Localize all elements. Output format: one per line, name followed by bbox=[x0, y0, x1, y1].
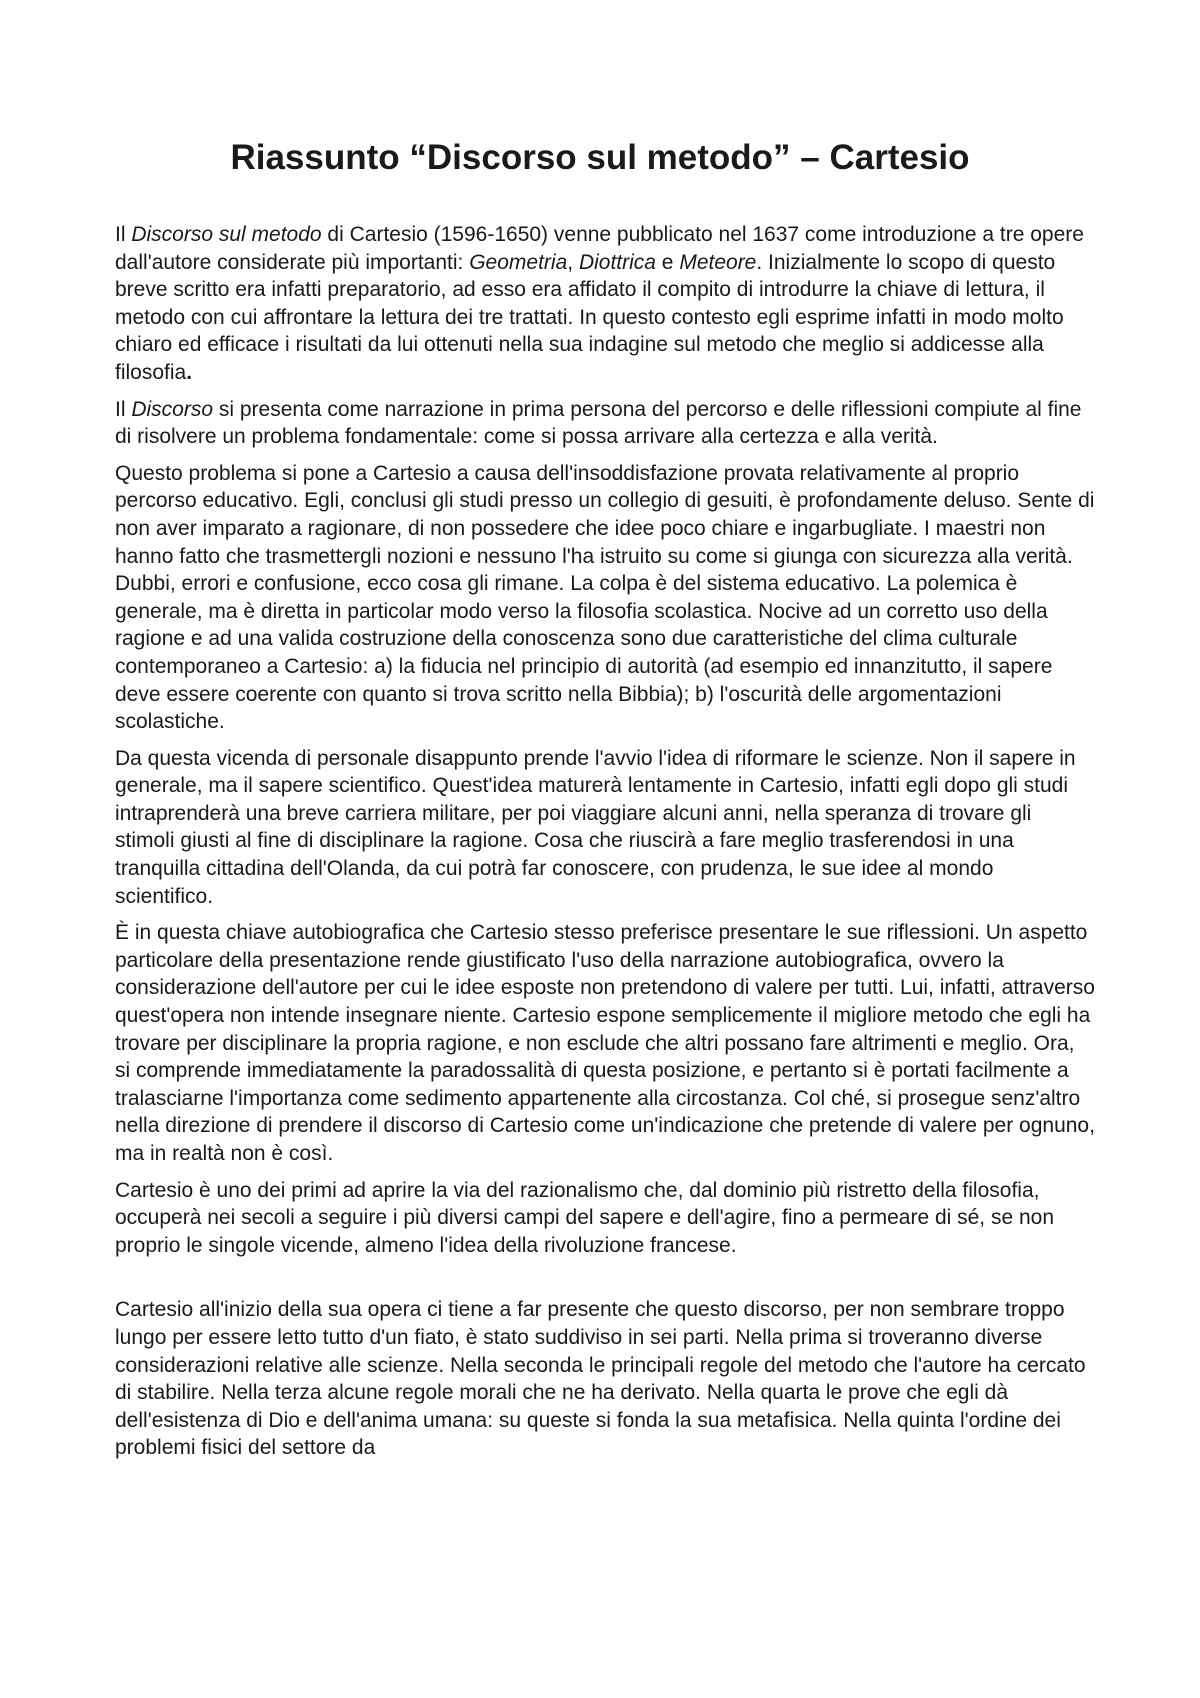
paragraph-1-text-5: . Inizialmente lo scopo di questo breve scritto era infatti preparatorio, ad esso era affidato il compito di introdurre la chiave di lettura, il metodo con cui affrontare la lettura dei tre trattati. In questo contesto egli esprime infatti in modo molto chiaro ed efficace i risultati da lui ottenuti nella sua indagine sul metodo che meglio si addicesse alla filosofia bbox=[115, 250, 1064, 384]
book-title-diottrica: Diottrica bbox=[578, 250, 656, 274]
book-title-discorso-sul-metodo: Discorso sul metodo bbox=[131, 223, 322, 246]
paragraph-1-text-2: di Cartesio (1596-1650) venne pubblicato nel 1637 come introduzione a tre opere dall'autore considerate più importanti: bbox=[115, 223, 1084, 274]
paragraph-4: Da questa vicenda di personale disappunto prende l'avvio l'idea di riformare le scienze. Non il sapere in generale, ma il sapere scientifico. Quest'idea maturerà lentamente in Cartesio, infatti egli dopo gli studi intraprenderà una breve carriera militare, per poi viaggiare alcuni anni, nella speranza di trovare gli stimoli giusti al fine di disciplinare la ragione. Cosa che riuscirà a fare meglio trasferendosi in una tranquilla cittadina dell'Olanda, da cui potrà far conoscere, con prudenza, le sue idee al mondo scientifico. bbox=[115, 746, 1076, 908]
book-title-meteore: Meteore bbox=[679, 250, 757, 274]
book-title-geometria: Geometria bbox=[469, 250, 568, 274]
paragraph-5: È in questa chiave autobiografica che Cartesio stesso preferisce presentare le sue riflessioni. Un aspetto particolare della presentazione rende giustificato l'uso della narrazione autobiografica, ovvero la considerazione dell'autore per cui le idee esposte non pretendono di valere per tutti. Lui, infatti, attraverso quest'opera non intende insegnare niente. Cartesio espone semplicemente il migliore metodo che egli ha trovare per disciplinare la propria ragione, e non esclude che altri possano fare altrimenti e meglio. Ora, si comprende immediatamente la paradossalità di questa posizione, e pertanto si è portati facilmente a tralasciarne l'importanza come sedimento appartenente alla circostanza. Col ché, si prosegue senz'altro nella direzione di prendere il discorso di Cartesio come un'indicazione che pretende di valere per ognuno, ma in realtà non è così. bbox=[115, 921, 1095, 1165]
paragraph-1-text-3: , bbox=[567, 250, 579, 274]
paragraph-1-text-4: e bbox=[655, 250, 680, 274]
book-title-discorso: Discorso bbox=[131, 397, 214, 421]
paragraph-2-text-2: si presenta come narrazione in prima persona del percorso e delle riflessioni compiute al fine di risolvere un problema fondamentale: come si possa arrivare alla certezza e alla verità. bbox=[115, 397, 1082, 449]
document-title: Riassunto “Discorso sul metodo” – Cartesio bbox=[230, 138, 970, 177]
paragraph-1 bbox=[115, 221, 1095, 387]
paragraph-2-text-1: Il bbox=[115, 397, 132, 421]
paragraph-1-text-1: Il bbox=[115, 223, 132, 246]
paragraph-2 bbox=[115, 396, 1095, 451]
paragraph-3: Questo problema si pone a Cartesio a causa dell'insoddisfazione provata relativamente al proprio percorso educativo. Egli, conclusi gli studi presso un collegio di gesuiti, è profondamente deluso. Sente di non aver imparato a ragionare, di non possedere che idee poco chiare e ingarbugliate. I maestri non hanno fatto che trasmettergli nozioni e nessuno l'ha istruito su come si giunga con sicurezza alla verità. Dubbi, errori e confusione, ecco cosa gli rimane. La colpa è del sistema educativo. La polemica è generale, ma è diretta in particolar modo verso la filosofia scolastica. Nocive ad un corretto uso della ragione e ad una valida costruzione della conoscenza sono due caratteristiche del clima culturale contemporaneo a Cartesio: a) la fiducia nel principio di autorità (ad esempio ed innanzitutto, il sapere deve essere coerente con quanto si trova scritto nella Bibbia); b) l'oscurità delle argomentazioni scolastiche. bbox=[115, 461, 1095, 734]
paragraph-1-end-period: . bbox=[186, 360, 193, 384]
document-body bbox=[115, 221, 1095, 1471]
paragraph-7: Cartesio all'inizio della sua opera ci tiene a far presente che questo discorso, per non sembrare troppo lungo per essere letto tutto d'un fiato, è stato suddiviso in sei parti. Nella prima si troveranno diverse considerazioni relative alle scienze. Nella seconda le principali regole del metodo che l'autore ha cercato di stabilire. Nella terza alcune regole morali che ne ha derivato. Nella quarta le prove che egli dà dell'esistenza di Dio e dell'anima umana: su queste si fonda la sua metafisica. Nella quinta l'ordine dei problemi fisici del settore da bbox=[115, 1298, 1086, 1460]
paragraph-6: Cartesio è uno dei primi ad aprire la via del razionalismo che, dal dominio più ristretto della filosofia, occuperà nei secoli a seguire i più diversi campi del sapere e dell'agire, fino a permeare di sé, se non proprio le singole vicende, almeno l'idea della rivoluzione francese. bbox=[115, 1178, 1055, 1257]
